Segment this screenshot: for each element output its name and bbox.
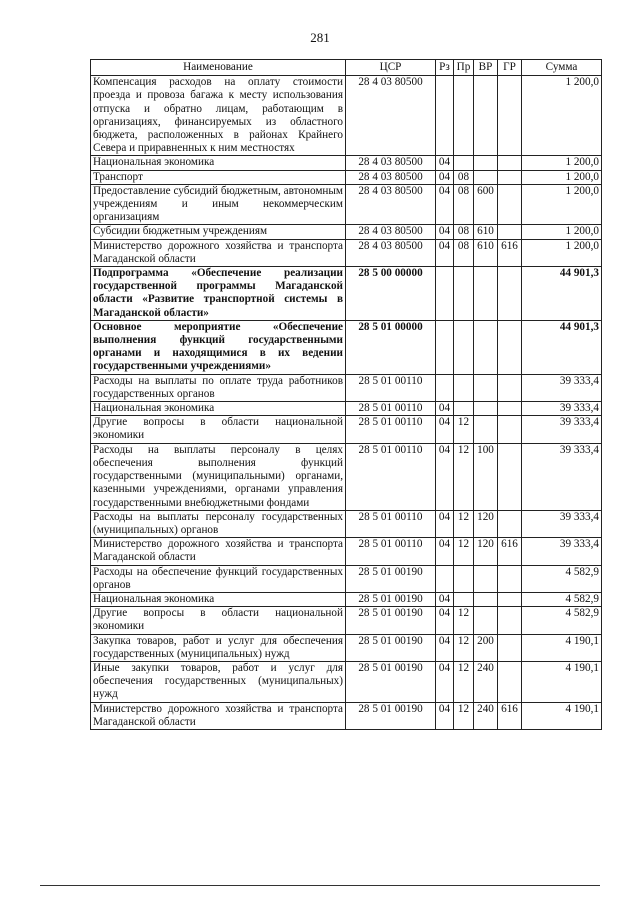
cell-name: Основное мероприятие «Обеспечение выполнения функций государственными органами и находящимися в их ведении государственными учреждениями» (91, 320, 346, 374)
cell-rz (436, 76, 454, 156)
cell-rz: 04 (436, 184, 454, 225)
header-csr: ЦСР (346, 60, 436, 76)
cell-pr: 12 (454, 661, 474, 702)
cell-pr (454, 565, 474, 592)
cell-vr: 120 (474, 538, 498, 565)
cell-name: Другие вопросы в области национальной экономики (91, 607, 346, 634)
header-pr: Пр (454, 60, 474, 76)
table-row (91, 156, 602, 170)
cell-vr (474, 416, 498, 443)
cell-sum: 39 333,4 (522, 402, 602, 416)
table-row (91, 267, 602, 321)
cell-name: Национальная экономика (91, 156, 346, 170)
cell-sum: 39 333,4 (522, 443, 602, 510)
cell-vr: 610 (474, 239, 498, 266)
cell-rz: 04 (436, 607, 454, 634)
cell-gr (498, 374, 522, 401)
cell-name: Национальная экономика (91, 402, 346, 416)
cell-name: Субсидии бюджетным учреждениям (91, 225, 346, 239)
cell-name: Национальная экономика (91, 592, 346, 606)
cell-vr (474, 76, 498, 156)
cell-rz: 04 (436, 225, 454, 239)
cell-gr (498, 184, 522, 225)
cell-gr (498, 156, 522, 170)
table-row (91, 443, 602, 510)
cell-sum: 1 200,0 (522, 170, 602, 184)
cell-vr (474, 156, 498, 170)
cell-gr (498, 267, 522, 321)
cell-csr: 28 5 01 00190 (346, 607, 436, 634)
table-row (91, 170, 602, 184)
cell-csr: 28 5 00 00000 (346, 267, 436, 321)
cell-gr: 616 (498, 538, 522, 565)
table-row (91, 634, 602, 661)
cell-csr: 28 4 03 80500 (346, 156, 436, 170)
budget-table (90, 59, 602, 730)
cell-pr: 12 (454, 538, 474, 565)
cell-csr: 28 5 01 00110 (346, 510, 436, 537)
cell-pr (454, 76, 474, 156)
cell-csr: 28 5 01 00110 (346, 416, 436, 443)
cell-name: Предоставление субсидий бюджетным, автономным учреждениям и иным некоммерческим организациям (91, 184, 346, 225)
cell-sum: 1 200,0 (522, 76, 602, 156)
table-row (91, 510, 602, 537)
cell-vr: 610 (474, 225, 498, 239)
table-row (91, 239, 602, 266)
cell-csr: 28 5 01 00110 (346, 443, 436, 510)
cell-csr: 28 5 01 00190 (346, 634, 436, 661)
cell-sum: 39 333,4 (522, 510, 602, 537)
cell-vr (474, 374, 498, 401)
cell-sum: 1 200,0 (522, 156, 602, 170)
table-row (91, 607, 602, 634)
cell-sum: 44 901,3 (522, 267, 602, 321)
cell-csr: 28 4 03 80500 (346, 239, 436, 266)
cell-csr: 28 5 01 00110 (346, 538, 436, 565)
cell-sum: 4 190,1 (522, 661, 602, 702)
cell-name: Подпрограмма «Обеспечение реализации государственной программы Магаданской области «Развитие транспортной системы в Магаданской области» (91, 267, 346, 321)
footer-rule (40, 885, 600, 887)
cell-vr (474, 402, 498, 416)
cell-name: Другие вопросы в области национальной экономики (91, 416, 346, 443)
cell-pr (454, 156, 474, 170)
cell-vr (474, 607, 498, 634)
cell-csr: 28 5 01 00190 (346, 702, 436, 729)
cell-rz: 04 (436, 443, 454, 510)
cell-sum: 4 582,9 (522, 565, 602, 592)
cell-gr (498, 170, 522, 184)
cell-vr (474, 320, 498, 374)
cell-pr: 12 (454, 634, 474, 661)
cell-csr: 28 4 03 80500 (346, 225, 436, 239)
cell-csr: 28 5 01 00110 (346, 402, 436, 416)
cell-gr (498, 510, 522, 537)
header-vr: ВР (474, 60, 498, 76)
cell-name: Расходы на выплаты персоналу в целях обеспечения выполнения функций государственными (муниципальными) органами, казенными учреждениями, органами управления государственными внебюджетными фондами (91, 443, 346, 510)
cell-rz (436, 565, 454, 592)
cell-gr (498, 416, 522, 443)
cell-gr (498, 402, 522, 416)
cell-rz (436, 320, 454, 374)
cell-pr: 12 (454, 443, 474, 510)
cell-gr (498, 76, 522, 156)
cell-pr: 12 (454, 702, 474, 729)
cell-rz: 04 (436, 402, 454, 416)
cell-vr: 120 (474, 510, 498, 537)
cell-sum: 39 333,4 (522, 374, 602, 401)
cell-gr (498, 607, 522, 634)
cell-vr (474, 170, 498, 184)
cell-gr (498, 634, 522, 661)
cell-csr: 28 5 01 00110 (346, 374, 436, 401)
cell-vr: 240 (474, 702, 498, 729)
table-header-row (91, 60, 602, 76)
cell-rz: 04 (436, 239, 454, 266)
cell-sum: 1 200,0 (522, 239, 602, 266)
cell-rz: 04 (436, 510, 454, 537)
cell-csr: 28 5 01 00000 (346, 320, 436, 374)
cell-rz: 04 (436, 634, 454, 661)
cell-rz: 04 (436, 538, 454, 565)
cell-gr (498, 661, 522, 702)
cell-sum: 39 333,4 (522, 416, 602, 443)
cell-rz: 04 (436, 592, 454, 606)
cell-gr (498, 443, 522, 510)
cell-name: Министерство дорожного хозяйства и транспорта Магаданской области (91, 702, 346, 729)
cell-gr: 616 (498, 702, 522, 729)
header-rz: Рз (436, 60, 454, 76)
cell-pr (454, 320, 474, 374)
cell-csr: 28 4 03 80500 (346, 76, 436, 156)
table-row (91, 374, 602, 401)
cell-pr: 08 (454, 170, 474, 184)
header-sum: Сумма (522, 60, 602, 76)
cell-pr (454, 267, 474, 321)
cell-sum: 4 190,1 (522, 634, 602, 661)
table-row (91, 320, 602, 374)
cell-sum: 1 200,0 (522, 184, 602, 225)
table-row (91, 565, 602, 592)
table-row (91, 402, 602, 416)
cell-pr: 12 (454, 510, 474, 537)
cell-rz: 04 (436, 702, 454, 729)
cell-pr (454, 374, 474, 401)
cell-rz: 04 (436, 416, 454, 443)
cell-pr: 08 (454, 225, 474, 239)
cell-name: Расходы на выплаты по оплате труда работников государственных органов (91, 374, 346, 401)
cell-vr: 100 (474, 443, 498, 510)
cell-gr (498, 225, 522, 239)
cell-csr: 28 4 03 80500 (346, 184, 436, 225)
cell-sum: 4 582,9 (522, 607, 602, 634)
cell-sum: 4 190,1 (522, 702, 602, 729)
cell-pr: 08 (454, 239, 474, 266)
cell-sum: 1 200,0 (522, 225, 602, 239)
cell-sum: 44 901,3 (522, 320, 602, 374)
cell-vr: 600 (474, 184, 498, 225)
cell-rz (436, 374, 454, 401)
table-row (91, 416, 602, 443)
cell-csr: 28 5 01 00190 (346, 565, 436, 592)
cell-pr (454, 592, 474, 606)
page-number: 281 (310, 30, 330, 45)
cell-vr: 240 (474, 661, 498, 702)
cell-name: Расходы на выплаты персоналу государственных (муниципальных) органов (91, 510, 346, 537)
cell-vr (474, 592, 498, 606)
cell-name: Закупка товаров, работ и услуг для обеспечения государственных (муниципальных) нужд (91, 634, 346, 661)
cell-name: Иные закупки товаров, работ и услуг для обеспечения государственных (муниципальных) нужд (91, 661, 346, 702)
cell-gr (498, 320, 522, 374)
cell-gr (498, 592, 522, 606)
cell-rz (436, 267, 454, 321)
cell-name: Компенсация расходов на оплату стоимости проезда и провоза багажа к месту использования отпуска и обратно лицам, работающим в организациях, финансируемых из областного бюджета, расположенных в районах Крайнего Севера и приравненных к ним местностях (91, 76, 346, 156)
cell-rz: 04 (436, 661, 454, 702)
cell-pr: 12 (454, 416, 474, 443)
cell-csr: 28 4 03 80500 (346, 170, 436, 184)
cell-rz: 04 (436, 170, 454, 184)
cell-sum: 39 333,4 (522, 538, 602, 565)
header-gr: ГР (498, 60, 522, 76)
header-name: Наименование (91, 60, 346, 76)
cell-name: Транспорт (91, 170, 346, 184)
cell-vr (474, 267, 498, 321)
cell-name: Министерство дорожного хозяйства и транспорта Магаданской области (91, 239, 346, 266)
cell-gr (498, 565, 522, 592)
cell-pr: 12 (454, 607, 474, 634)
table-row (91, 702, 602, 729)
table-row (91, 592, 602, 606)
table-row (91, 661, 602, 702)
table-row (91, 225, 602, 239)
cell-gr: 616 (498, 239, 522, 266)
cell-name: Министерство дорожного хозяйства и транспорта Магаданской области (91, 538, 346, 565)
table-row (91, 184, 602, 225)
cell-vr (474, 565, 498, 592)
table-row (91, 538, 602, 565)
cell-pr: 08 (454, 184, 474, 225)
table-body (91, 76, 602, 730)
cell-csr: 28 5 01 00190 (346, 661, 436, 702)
cell-csr: 28 5 01 00190 (346, 592, 436, 606)
cell-name: Расходы на обеспечение функций государственных органов (91, 565, 346, 592)
cell-rz: 04 (436, 156, 454, 170)
cell-vr: 200 (474, 634, 498, 661)
table-row (91, 76, 602, 156)
cell-sum: 4 582,9 (522, 592, 602, 606)
cell-pr (454, 402, 474, 416)
